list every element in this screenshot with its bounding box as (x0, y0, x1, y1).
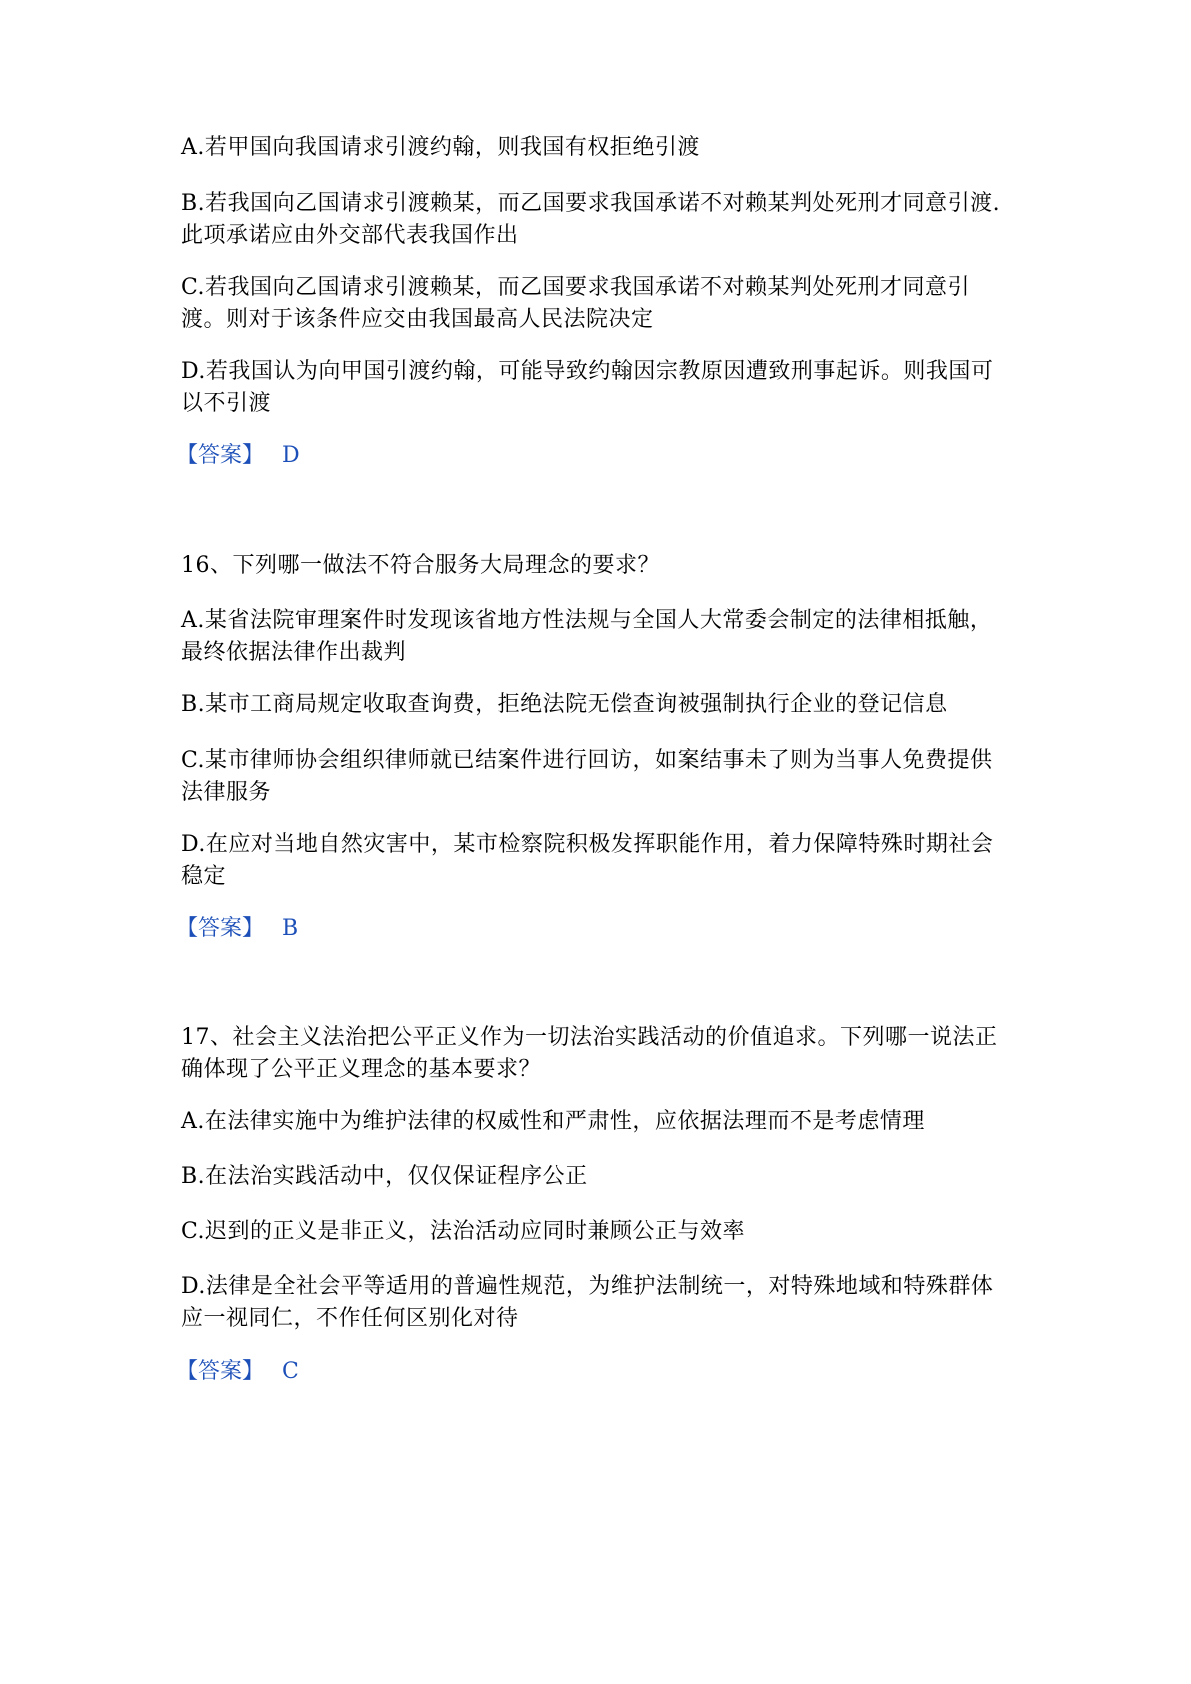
answer-label: 【答案】 (176, 443, 265, 468)
q16-option-d: D.在应对当地自然灾害中，某市检察院积极发挥职能作用，着力保障特殊时期社会稳定 (181, 832, 994, 889)
answer-value: C (282, 1359, 299, 1384)
q17-answer-line (176, 1356, 299, 1388)
q17-option-c: C.迟到的正义是非正义，法治活动应同时兼顾公正与效率 (181, 1219, 746, 1244)
question-17: 17、社会主义法治把公平正义作为一切法治实践活动的价值追求。下列哪一说法正确体现了公平正义理念的基本要求？ (181, 1025, 998, 1082)
q16-option-a: A.某省法院审理案件时发现该省地方性法规与全国人大常委会制定的法律相抵触，最终依据法律作出裁判 (181, 608, 993, 665)
answer-value: B (282, 916, 299, 941)
answer-value: D (282, 443, 300, 468)
option-d: D.若我国认为向甲国引渡约翰，可能导致约翰因宗教原因遭致刑事起诉。则我国可以不引渡 (181, 359, 994, 416)
answer-line (176, 440, 300, 472)
q16-answer-line (176, 913, 298, 945)
q16-option-c: C.某市律师协会组织律师就已结案件进行回访，如案结事未了则为当事人免费提供法律服务 (181, 748, 993, 805)
option-b: B.若我国向乙国请求引渡赖某，而乙国要求我国承诺不对赖某判处死刑才同意引渡.此项承诺应由外交部代表我国作出 (181, 191, 1001, 248)
answer-label: 【答案】 (176, 916, 265, 941)
q17-option-b: B.在法治实践活动中，仅仅保证程序公正 (181, 1164, 588, 1189)
answer-label: 【答案】 (176, 1359, 265, 1384)
q17-option-d: D.法律是全社会平等适用的普遍性规范，为维护法制统一，对特殊地域和特殊群体应一视同仁，不作任何区别化对待 (181, 1274, 994, 1331)
q16-option-b: B.某市工商局规定收取查询费，拒绝法院无偿查询被强制执行企业的登记信息 (181, 692, 948, 717)
question-16: 16、下列哪一做法不符合服务大局理念的要求？ (181, 553, 660, 578)
option-c: C.若我国向乙国请求引渡赖某，而乙国要求我国承诺不对赖某判处死刑才同意引渡。则对于该条件应交由我国最高人民法院决定 (181, 275, 971, 332)
option-a: A.若甲国向我国请求引渡约翰，则我国有权拒绝引渡 (181, 135, 700, 160)
q17-option-a: A.在法律实施中为维护法律的权威性和严肃性，应依据法理而不是考虑情理 (181, 1109, 925, 1134)
